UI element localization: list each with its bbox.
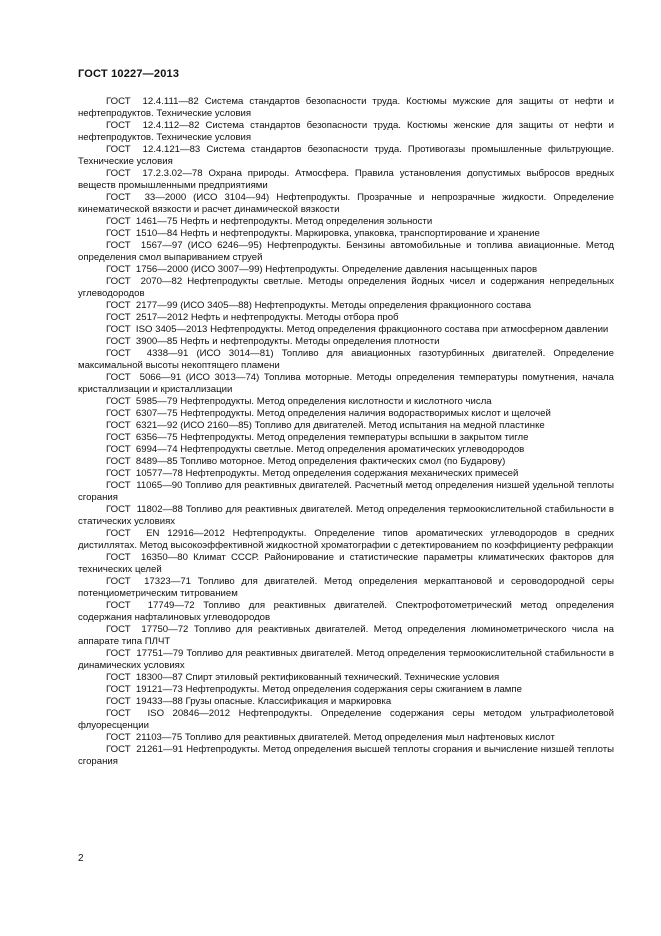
reference-title: Топливо для реактивных двигателей. Расчетный метод определения низшей удельной теплоты сгорания xyxy=(78,480,615,503)
reference-title: Нефтепродукты светлые. Методы определения йодных чисел и содержания непредельных углеводородов xyxy=(78,276,614,299)
document-header: ГОСТ 10227—2013 xyxy=(78,68,180,80)
reference-title: Нефтепродукты. Методы определения фракционного состава xyxy=(254,300,532,311)
reference-code: ГОСТ EN 12916—2012 xyxy=(106,528,225,539)
reference-item xyxy=(78,420,614,432)
reference-code: ГОСТ 1510—84 xyxy=(106,228,178,239)
reference-item xyxy=(78,456,614,468)
reference-code: ГОСТ 19121—73 xyxy=(106,684,183,695)
reference-title: Нефть и нефтепродукты. Методы определения плотности xyxy=(180,336,440,347)
reference-code: ГОСТ 1756—2000 (ИСО 3007—99) xyxy=(106,264,263,275)
reference-item xyxy=(78,468,614,480)
reference-item xyxy=(78,408,614,420)
reference-item xyxy=(78,708,614,732)
reference-item xyxy=(78,696,614,708)
reference-item xyxy=(78,216,614,228)
reference-code: ГОСТ 17.2.3.02—78 xyxy=(106,168,203,179)
reference-title: Топливо для реактивных двигателей. Метод определения мыл нафтеновых кислот xyxy=(184,732,555,743)
reference-item xyxy=(78,264,614,276)
reference-code: ГОСТ 17749—72 xyxy=(106,600,195,611)
reference-code: ГОСТ 6356—75 xyxy=(106,432,178,443)
reference-title: Нефтепродукты. Метод определения содержания механических примесей xyxy=(185,468,519,479)
reference-code: ГОСТ 2517—2012 xyxy=(106,312,189,323)
reference-title: Нефтепродукты. Определение типов ароматических углеводородов в средних дистиллятах. Метод высокоэффективной жидкостной хроматографии с детектированием по коэффициенту рефракции xyxy=(78,528,614,551)
reference-item xyxy=(78,600,614,624)
reference-title: Спирт этиловый ректификованный технический. Технические условия xyxy=(185,672,500,683)
reference-code: ГОСТ 12.4.112—82 xyxy=(106,120,200,131)
reference-item xyxy=(78,300,614,312)
reference-title: Топливо для реактивных двигателей. Спектрофотометрический метод определения содержания нафталиновых углеводородов xyxy=(78,600,614,623)
reference-item xyxy=(78,672,614,684)
reference-item xyxy=(78,684,614,696)
reference-title: Система стандартов безопасности труда. Противогазы промышленные фильтрующие. Технические условия xyxy=(78,144,615,167)
reference-item xyxy=(78,732,614,744)
reference-code: ГОСТ 6321—92 (ИСО 2160—85) xyxy=(106,420,252,431)
reference-code: ГОСТ 3900—85 xyxy=(106,336,178,347)
reference-code: ГОСТ 1461—75 xyxy=(106,216,178,227)
reference-code: ГОСТ 12.4.111—82 xyxy=(106,96,199,107)
reference-item xyxy=(78,744,614,768)
reference-item xyxy=(78,228,614,240)
reference-code: ГОСТ 2070—82 xyxy=(106,276,183,287)
reference-title: Система стандартов безопасности труда. Костюмы женские для защиты от нефти и нефтепродуктов. Технические условия xyxy=(78,120,614,143)
reference-title: Топливо для реактивных двигателей. Метод определения термоокислительной стабильности в статических условиях xyxy=(78,504,615,527)
reference-code: ГОСТ 10577—78 xyxy=(106,468,183,479)
reference-item xyxy=(78,372,614,396)
reference-item xyxy=(78,504,614,528)
reference-title: Топливо для реактивных двигателей. Метод определения люминометрического числа на аппарате типа ПЛЧТ xyxy=(78,624,615,647)
reference-code: ГОСТ ISO 20846—2012 xyxy=(106,708,231,719)
reference-title: Грузы опасные. Классификация и маркировка xyxy=(185,696,392,707)
reference-item xyxy=(78,396,614,408)
reference-title: Топливо моторное. Метод определения фактических смол (по Бударову) xyxy=(180,456,506,467)
reference-title: Нефть и нефтепродукты. Метод определения зольности xyxy=(180,216,433,227)
reference-title: Нефтепродукты. Метод определения высшей теплоты сгорания и вычисление низшей теплоты сгорания xyxy=(78,744,614,767)
reference-code: ГОСТ 12.4.121—83 xyxy=(106,144,201,155)
page-number: 2 xyxy=(78,853,84,864)
reference-code: ГОСТ 33—2000 (ИСО 3104—94) xyxy=(106,192,270,203)
reference-item xyxy=(78,120,614,144)
reference-title: Охрана природы. Атмосфера. Правила установления допустимых выбросов вредных веществ промышленными предприятиями xyxy=(78,168,615,191)
reference-code: ГОСТ 19433—88 xyxy=(106,696,183,707)
reference-item xyxy=(78,240,614,264)
reference-title: Нефтепродукты. Метод определения фракционного состава при атмосферном давлении xyxy=(210,324,609,335)
reference-title: Топливо для двигателей. Метод определения меркаптановой и сероводородной серы потенциометрическим титрованием xyxy=(78,576,614,599)
reference-item xyxy=(78,576,614,600)
reference-code: ГОСТ 5985—79 xyxy=(106,396,178,407)
reference-title: Нефтепродукты. Метод определения температуры вспышки в закрытом тигле xyxy=(180,432,529,443)
reference-title: Нефтепродукты светлые. Метод определения ароматических углеводородов xyxy=(180,444,525,455)
reference-title: Нефтепродукты. Определение содержания серы методом ультрафиолетовой флуоресценции xyxy=(78,708,615,731)
reference-code: ГОСТ 16350—80 xyxy=(106,552,188,563)
reference-item xyxy=(78,312,614,324)
reference-code: ГОСТ 1567—97 (ИСО 6246—95) xyxy=(106,240,262,251)
reference-item xyxy=(78,552,614,576)
reference-item xyxy=(78,168,614,192)
reference-code: ГОСТ 2177—99 (ИСО 3405—88) xyxy=(106,300,252,311)
reference-code: ГОСТ 5066—91 (ИСО 3013—74) xyxy=(106,372,260,383)
reference-item xyxy=(78,528,614,552)
reference-title: Нефтепродукты. Определение давления насыщенных паров xyxy=(265,264,538,275)
reference-code: ГОСТ 17323—71 xyxy=(106,576,192,587)
reference-title: Топлива моторные. Методы определения температуры помутнения, начала кристаллизации и кристаллизации xyxy=(78,372,614,395)
reference-code: ГОСТ 21103—75 xyxy=(106,732,183,743)
reference-title: Топливо для авиационных газотурбинных двигателей. Определение максимальной высоты некоптящего пламени xyxy=(78,348,614,371)
reference-title: Нефть и нефтепродукты. Маркировка, упаковка, транспортирование и хранение xyxy=(180,228,540,239)
reference-item xyxy=(78,444,614,456)
reference-code: ГОСТ 6994—74 xyxy=(106,444,178,455)
reference-item xyxy=(78,336,614,348)
reference-title: Топливо для реактивных двигателей. Метод определения термоокислительной стабильности в динамических условиях xyxy=(78,648,615,671)
reference-item xyxy=(78,192,614,216)
reference-code: ГОСТ 17750—72 xyxy=(106,624,189,635)
reference-title: Нефтепродукты. Метод определения содержания серы сжиганием в лампе xyxy=(185,684,522,695)
reference-code: ГОСТ ISO 3405—2013 xyxy=(106,324,208,335)
reference-title: Система стандартов безопасности труда. Костюмы мужские для защиты от нефти и нефтепродуктов. Технические условия xyxy=(78,96,614,119)
reference-code: ГОСТ 4338—91 (ИСО 3014—81) xyxy=(106,348,274,359)
reference-item xyxy=(78,348,614,372)
reference-code: ГОСТ 11065—90 xyxy=(106,480,183,491)
reference-title: Климат СССР. Районирование и статистические параметры климатических факторов для технических целей xyxy=(78,552,614,575)
reference-item xyxy=(78,276,614,300)
normative-references-list xyxy=(78,96,614,768)
reference-item xyxy=(78,324,614,336)
reference-item xyxy=(78,96,614,120)
reference-item xyxy=(78,624,614,648)
reference-code: ГОСТ 17751—79 xyxy=(106,648,184,659)
reference-code: ГОСТ 6307—75 xyxy=(106,408,178,419)
reference-title: Нефтепродукты. Бензины автомобильные и топлива авиационные. Метод определения смол выпариванием струей xyxy=(78,240,614,263)
reference-title: Нефтепродукты. Метод определения кислотности и кислотного числа xyxy=(180,396,492,407)
reference-title: Нефтепродукты. Прозрачные и непрозрачные жидкости. Определение кинематической вязкости и расчет динамической вязкости xyxy=(78,192,614,215)
reference-title: Нефтепродукты. Метод определения наличия водорастворимых кислот и щелочей xyxy=(180,408,551,419)
reference-title: Нефть и нефтепродукты. Методы отбора проб xyxy=(190,312,399,323)
reference-code: ГОСТ 18300—87 xyxy=(106,672,183,683)
reference-title: Топливо для двигателей. Метод испытания на медной пластинке xyxy=(254,420,545,431)
reference-code: ГОСТ 21261—91 xyxy=(106,744,184,755)
reference-code: ГОСТ 11802—88 xyxy=(106,504,183,515)
reference-item xyxy=(78,144,614,168)
reference-item xyxy=(78,432,614,444)
reference-item xyxy=(78,480,614,504)
reference-code: ГОСТ 8489—85 xyxy=(106,456,178,467)
reference-item xyxy=(78,648,614,672)
